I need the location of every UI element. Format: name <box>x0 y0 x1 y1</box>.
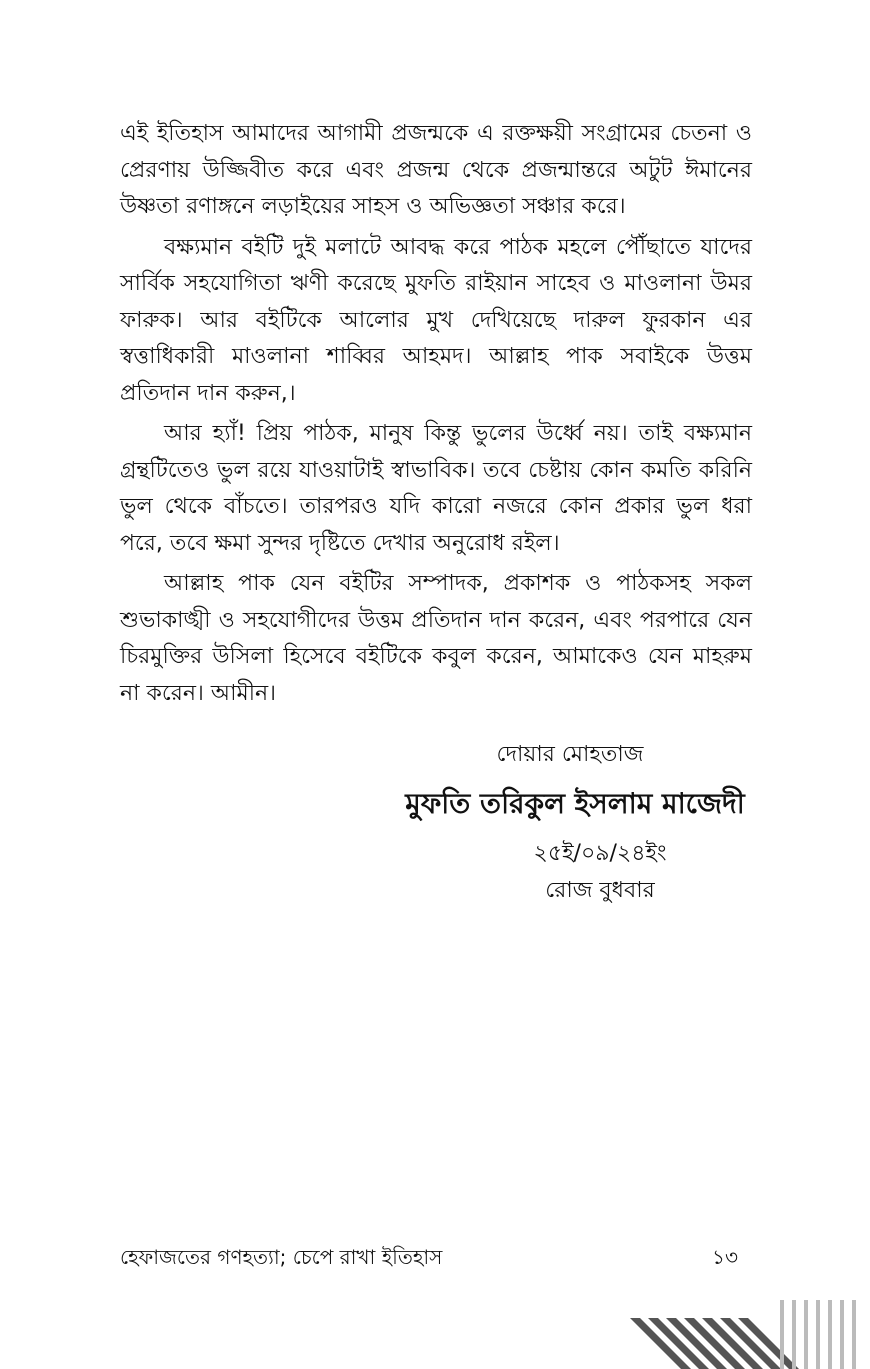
signature-closing: দোয়ার মোহতাজ <box>496 742 644 767</box>
signature-name: মুফতি তরিকুল ইসলাম মাজেদী <box>405 787 745 820</box>
page-number: ১৩ <box>712 1245 738 1269</box>
running-footer-title: হেফাজতের গণহত্যা; চেপে রাখা ইতিহাস <box>120 1245 443 1269</box>
signature-day: রোজ বুধবার <box>545 878 655 903</box>
paragraph-4: আল্লাহ পাক যেন বইটির সম্পাদক, প্রকাশক ও পাঠকসহ সকল শুভাকাঙ্খী ও সহযোগীদের উত্তম প্রতিদান দান করেন, এবং পরপারে যেন চিরমুক্তির উসিলা হিসেবে বইটিকে কবুল করেন, আমাকেও যেন মাহরুম না করেন। আমীন। <box>120 571 752 706</box>
paragraph-3: আর হ্যাঁ! প্রিয় পাঠক, মানুষ কিন্তু ভুলের উর্ধ্বে নয়। তাই বক্ষ্যমান গ্রন্থটিতেও ভুল রয়ে যাওয়াটাই স্বাভাবিক। তবে চেষ্টায় কোন কমতি করিনি ভুল থেকে বাঁচতে। তারপরও যদি কারো নজরে কোন প্রকার ভুল ধরা পরে, তবে ক্ষমা সুন্দর দৃষ্টিতে দেখার অনুরোধ রইল। <box>120 421 752 556</box>
paragraph-2: বক্ষ্যমান বইটি দুই মলাটে আবদ্ধ করে পাঠক মহলে পৌঁছাতে যাদের সার্বিক সহযোগিতা ঋণী করেছে মুফতি রাইয়ান সাহেব ও মাওলানা উমর ফারুক। আর বইটিকে আলোর মুখ দেখিয়েছে দারুল ফুরকান এর স্বত্তাধিকারী মাওলানা শাব্বির আহমদ। আল্লাহ পাক সবাইকে উত্তম প্রতিদান দান করুন,। <box>120 234 752 406</box>
signature-date: ২৫ই/০৯/২৪ইং <box>533 841 667 866</box>
corner-stripes-decoration <box>620 1300 870 1369</box>
body-text <box>120 116 752 712</box>
paragraph-1: এই ইতিহাস আমাদের আগামী প্রজন্মকে এ রক্তক্ষয়ী সংগ্রামের চেতনা ও প্রেরণায় উজ্জিবীত করে এবং প্রজন্ম থেকে প্রজন্মান্তরে অটুট ঈমানের উষ্ণতা রণাঙ্গনে লড়াইয়ের সাহস ও অভিজ্ঞতা সঞ্চার করে। <box>120 121 752 219</box>
